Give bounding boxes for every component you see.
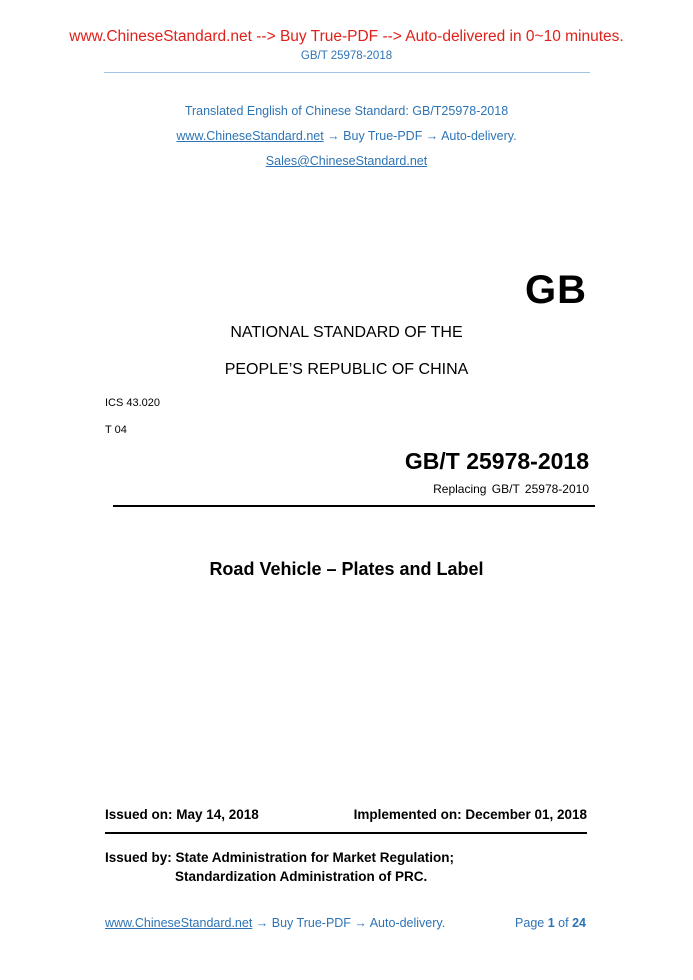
national-standard-line2: PEOPLE’S REPUBLIC OF CHINA (224, 361, 469, 378)
header-standard-code: GB/T 25978-2018 (300, 50, 393, 62)
page-of: of (558, 916, 569, 930)
email-link[interactable]: Sales@ChineseStandard.net (265, 154, 428, 168)
dates-divider (105, 832, 587, 834)
footer-site-link[interactable]: www.ChineseStandard.net (105, 916, 253, 930)
issued-on-date: Issued on: May 14, 2018 (105, 807, 259, 822)
page-total: 24 (572, 916, 586, 930)
document-title: Road Vehicle – Plates and Label (209, 559, 484, 579)
issued-by (105, 848, 454, 886)
footer-site-line (105, 916, 445, 930)
t-code: T 04 (105, 424, 127, 436)
header-banner[interactable]: www.ChineseStandard.net --> Buy True-PDF --> Auto-delivered in 0~10 minutes. (69, 28, 624, 45)
standard-number: GB/T 25978-2018 (404, 448, 589, 474)
footer-site-suffix: → Buy True-PDF → Auto-delivery. (252, 916, 446, 930)
implemented-on-date: Implemented on: December 01, 2018 (353, 807, 587, 822)
gb-logo: GB (525, 268, 587, 312)
ics-code: ICS 43.020 (105, 397, 161, 409)
site-line (0, 129, 693, 143)
issuer-line2: Standardization Administration of PRC. (175, 869, 428, 884)
title-divider (113, 505, 595, 507)
page-current: 1 (547, 916, 555, 930)
national-standard-line1: NATIONAL STANDARD OF THE (230, 324, 463, 341)
header-divider (104, 72, 590, 73)
site-link[interactable]: www.ChineseStandard.net (176, 129, 324, 143)
translated-line: Translated English of Chinese Standard: GB/T25978-2018 (184, 104, 509, 118)
page-indicator (515, 916, 586, 930)
site-suffix: → Buy True-PDF → Auto-delivery. (323, 129, 517, 143)
issuer-line1: Issued by: State Administration for Market Regulation; (105, 850, 455, 865)
email-line (0, 154, 693, 168)
replacing-note: Replacing GB/T 25978-2010 (433, 482, 589, 496)
page-label: Page (515, 916, 545, 930)
